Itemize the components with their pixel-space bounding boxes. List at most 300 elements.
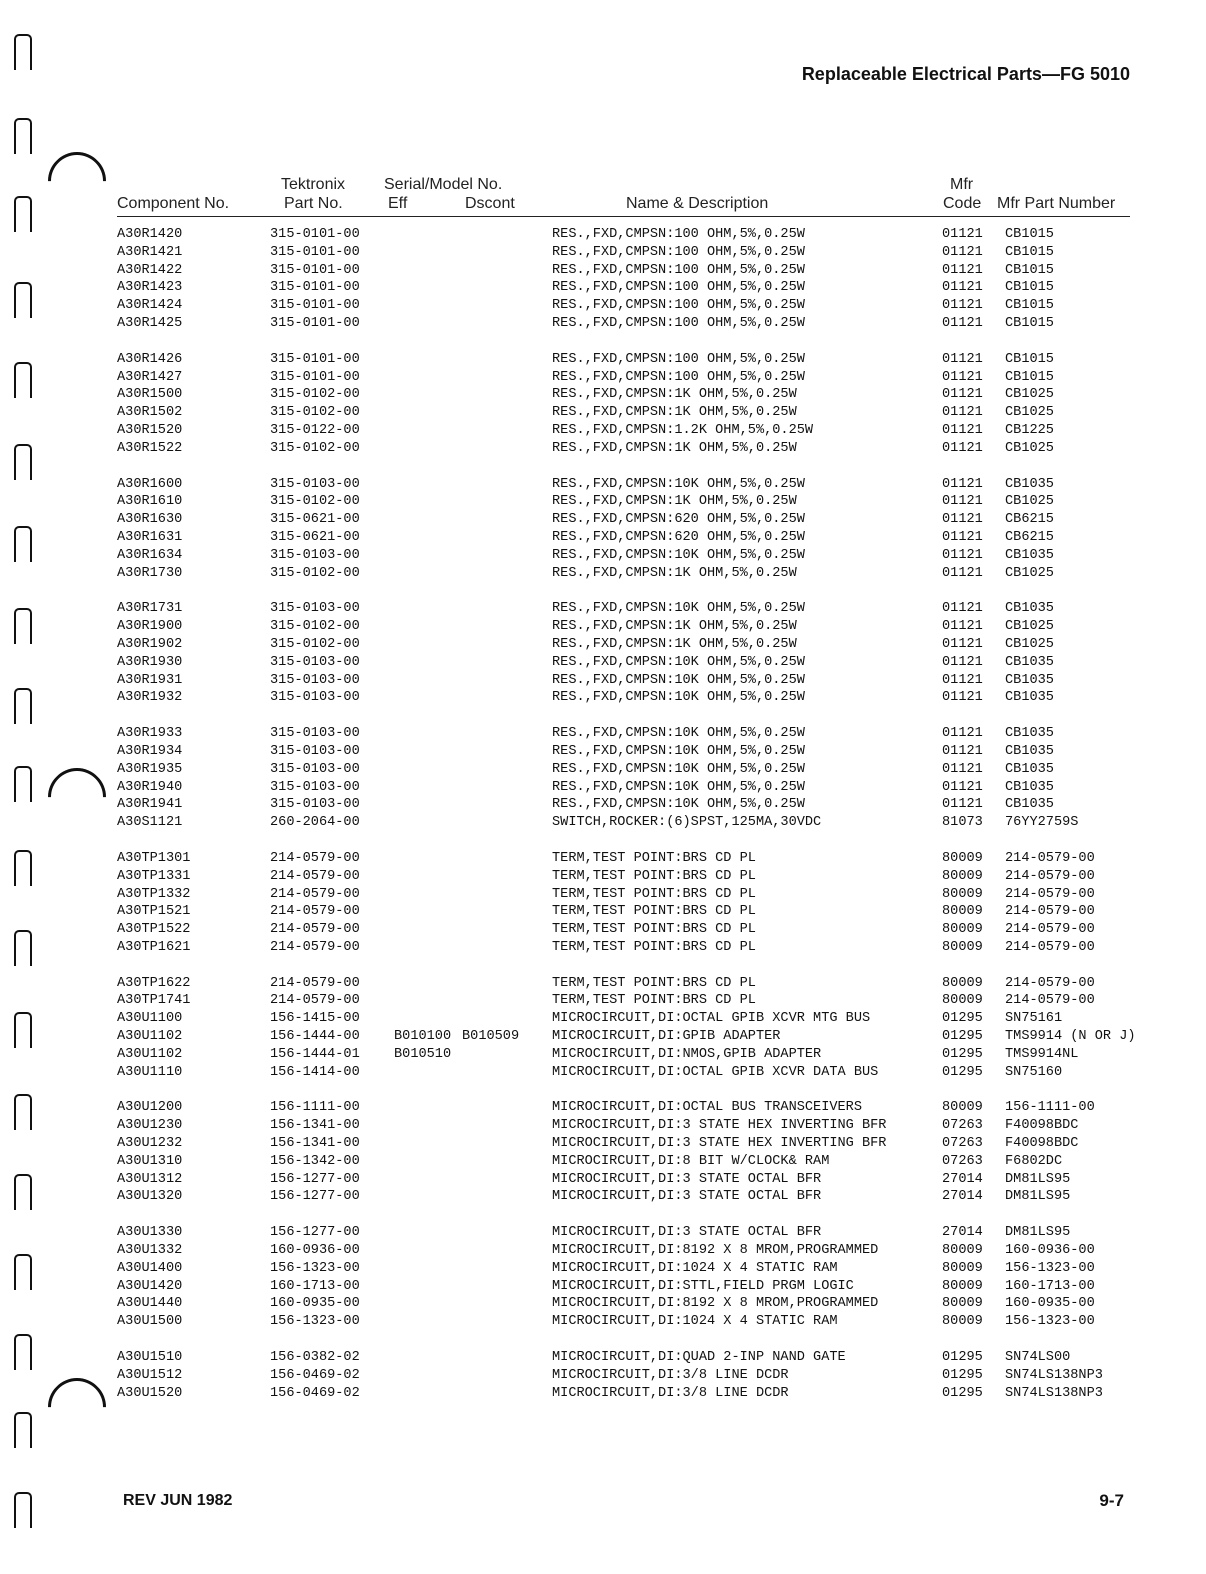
- name-description: SWITCH,ROCKER:(6)SPST,125MA,30VDC: [552, 815, 822, 831]
- tektronix-part-no: 315-0102-00: [270, 619, 360, 635]
- mfr-code: 01295: [942, 1064, 983, 1080]
- table-row: [0, 226, 1206, 244]
- component-no: A30U1510: [117, 1350, 183, 1366]
- component-no: A30U1100: [117, 1011, 183, 1027]
- mfr-code: 80009: [942, 939, 983, 955]
- name-description: MICROCIRCUIT,DI:3/8 LINE DCDR: [552, 1385, 789, 1401]
- mfr-part-number: 214-0579-00: [1005, 886, 1095, 902]
- mfr-code: 01121: [942, 440, 983, 456]
- mfr-part-number: CB1035: [1005, 601, 1054, 617]
- tektronix-part-no: 156-1277-00: [270, 1189, 360, 1205]
- component-no: A30R1610: [117, 494, 183, 510]
- table-row: [0, 1171, 1206, 1189]
- table-row: [0, 529, 1206, 547]
- tektronix-part-no: 156-1277-00: [270, 1171, 360, 1187]
- component-no: A30TP1521: [117, 904, 191, 920]
- serial-eff: B010510: [394, 1046, 452, 1062]
- table-row: [0, 618, 1206, 636]
- name-description: MICROCIRCUIT,DI:1024 X 4 STATIC RAM: [552, 1314, 838, 1330]
- name-description: MICROCIRCUIT,DI:OCTAL GPIB XCVR MTG BUS: [552, 1011, 871, 1027]
- tektronix-part-no: 156-0382-02: [270, 1350, 360, 1366]
- tektronix-part-no: 315-0103-00: [270, 672, 360, 688]
- mfr-code: 01295: [942, 1350, 983, 1366]
- table-row: [0, 672, 1206, 690]
- row-group: [0, 351, 1206, 458]
- name-description: MICROCIRCUIT,DI:GPIB ADAPTER: [552, 1029, 781, 1045]
- binder-mark: [14, 1492, 30, 1532]
- mfr-code: 01121: [942, 529, 983, 545]
- page-number: 9-7: [1099, 1491, 1124, 1510]
- table-row: [0, 1135, 1206, 1153]
- component-no: A30U1512: [117, 1367, 183, 1383]
- name-description: RES.,FXD,CMPSN:10K OHM,5%,0.25W: [552, 743, 805, 759]
- mfr-part-number: 156-1111-00: [1005, 1100, 1095, 1116]
- mfr-code: 80009: [942, 868, 983, 884]
- name-description: RES.,FXD,CMPSN:1.2K OHM,5%,0.25W: [552, 422, 814, 438]
- row-group: [0, 975, 1206, 1082]
- name-description: TERM,TEST POINT:BRS CD PL: [552, 922, 756, 938]
- mfr-part-number: CB1035: [1005, 761, 1054, 777]
- page-header-title: Replaceable Electrical Parts—FG 5010: [801, 64, 1130, 84]
- tektronix-part-no: 156-1111-00: [270, 1100, 360, 1116]
- col-serial-model: Serial/Model No.: [384, 176, 503, 193]
- table-row: [0, 814, 1206, 832]
- mfr-part-number: SN74LS00: [1005, 1350, 1071, 1366]
- mfr-part-number: 156-1323-00: [1005, 1260, 1095, 1276]
- mfr-part-number: CB1035: [1005, 672, 1054, 688]
- row-group: [0, 226, 1206, 333]
- mfr-part-number: CB6215: [1005, 529, 1054, 545]
- name-description: MICROCIRCUIT,DI:8 BIT W/CLOCK& RAM: [552, 1153, 830, 1169]
- tektronix-part-no: 315-0621-00: [270, 529, 360, 545]
- tektronix-part-no: 315-0102-00: [270, 636, 360, 652]
- name-description: MICROCIRCUIT,DI:OCTAL GPIB XCVR DATA BUS: [552, 1064, 879, 1080]
- table-row: [0, 476, 1206, 494]
- mfr-part-number: 214-0579-00: [1005, 993, 1095, 1009]
- mfr-part-number: CB1035: [1005, 797, 1054, 813]
- mfr-part-number: CB1015: [1005, 280, 1054, 296]
- mfr-code: 07263: [942, 1136, 983, 1152]
- mfr-code: 01121: [942, 476, 983, 492]
- component-no: A30U1420: [117, 1278, 183, 1294]
- name-description: RES.,FXD,CMPSN:1K OHM,5%,0.25W: [552, 405, 797, 421]
- name-description: MICROCIRCUIT,DI:3 STATE OCTAL BFR: [552, 1225, 822, 1241]
- tektronix-part-no: 156-1415-00: [270, 1011, 360, 1027]
- table-row: [0, 636, 1206, 654]
- col-tektronix-top: Tektronix: [281, 176, 346, 193]
- component-no: A30U1232: [117, 1136, 183, 1152]
- component-no: A30R1935: [117, 761, 183, 777]
- table-row: [0, 743, 1206, 761]
- tektronix-part-no: 214-0579-00: [270, 939, 360, 955]
- tektronix-part-no: 214-0579-00: [270, 850, 360, 866]
- mfr-part-number: CB6215: [1005, 512, 1054, 528]
- mfr-part-number: 156-1323-00: [1005, 1314, 1095, 1330]
- name-description: TERM,TEST POINT:BRS CD PL: [552, 993, 756, 1009]
- tektronix-part-no: 315-0103-00: [270, 726, 360, 742]
- component-no: A30U1312: [117, 1171, 183, 1187]
- tektronix-part-no: 315-0101-00: [270, 298, 360, 314]
- mfr-code: 07263: [942, 1118, 983, 1134]
- mfr-part-number: CB1015: [1005, 262, 1054, 278]
- mfr-code: 80009: [942, 1296, 983, 1312]
- tektronix-part-no: 214-0579-00: [270, 922, 360, 938]
- tektronix-part-no: 214-0579-00: [270, 904, 360, 920]
- name-description: MICROCIRCUIT,DI:OCTAL BUS TRANSCEIVERS: [552, 1100, 862, 1116]
- mfr-code: 27014: [942, 1171, 983, 1187]
- revision-date: REV JUN 1982: [123, 1492, 233, 1509]
- col-dscont: Dscont: [465, 195, 515, 212]
- component-no: A30U1102: [117, 1046, 183, 1062]
- component-no: A30R1934: [117, 743, 183, 759]
- tektronix-part-no: 315-0101-00: [270, 262, 360, 278]
- mfr-part-number: CB1035: [1005, 654, 1054, 670]
- name-description: RES.,FXD,CMPSN:10K OHM,5%,0.25W: [552, 797, 805, 813]
- tektronix-part-no: 315-0101-00: [270, 244, 360, 260]
- name-description: RES.,FXD,CMPSN:620 OHM,5%,0.25W: [552, 512, 805, 528]
- table-row: [0, 1313, 1206, 1331]
- tektronix-part-no: 315-0621-00: [270, 512, 360, 528]
- component-no: A30R1933: [117, 726, 183, 742]
- name-description: RES.,FXD,CMPSN:1K OHM,5%,0.25W: [552, 565, 797, 581]
- table-row: [0, 868, 1206, 886]
- name-description: RES.,FXD,CMPSN:100 OHM,5%,0.25W: [552, 298, 805, 314]
- row-group: [0, 476, 1206, 583]
- table-row: [0, 369, 1206, 387]
- tektronix-part-no: 160-0936-00: [270, 1243, 360, 1259]
- name-description: RES.,FXD,CMPSN:100 OHM,5%,0.25W: [552, 280, 805, 296]
- mfr-code: 01121: [942, 619, 983, 635]
- mfr-part-number: CB1025: [1005, 387, 1054, 403]
- table-row: [0, 565, 1206, 583]
- table-row: [0, 779, 1206, 797]
- mfr-part-number: F40098BDC: [1005, 1118, 1079, 1134]
- mfr-code: 01121: [942, 672, 983, 688]
- table-row: [0, 1278, 1206, 1296]
- component-no: A30R1522: [117, 440, 183, 456]
- mfr-part-number: CB1015: [1005, 244, 1054, 260]
- component-no: A30R1426: [117, 351, 183, 367]
- component-no: A30R1600: [117, 476, 183, 492]
- tektronix-part-no: 315-0103-00: [270, 601, 360, 617]
- mfr-part-number: SN75161: [1005, 1011, 1063, 1027]
- table-row: [0, 725, 1206, 743]
- mfr-code: 80009: [942, 850, 983, 866]
- mfr-part-number: 160-0936-00: [1005, 1243, 1095, 1259]
- component-no: A30U1110: [117, 1064, 183, 1080]
- mfr-code: 01121: [942, 690, 983, 706]
- mfr-code: 01121: [942, 779, 983, 795]
- table-row: [0, 600, 1206, 618]
- table-row: [0, 1064, 1206, 1082]
- col-tektronix-part: Part No.: [284, 195, 343, 212]
- mfr-code: 01121: [942, 636, 983, 652]
- table-row: [0, 511, 1206, 529]
- name-description: MICROCIRCUIT,DI:3 STATE HEX INVERTING BFR: [552, 1118, 887, 1134]
- component-no: A30TP1332: [117, 886, 191, 902]
- tektronix-part-no: 214-0579-00: [270, 993, 360, 1009]
- tektronix-part-no: 156-1323-00: [270, 1260, 360, 1276]
- table-row: [0, 939, 1206, 957]
- mfr-part-number: CB1035: [1005, 743, 1054, 759]
- mfr-code: 01121: [942, 601, 983, 617]
- parts-list: [0, 226, 1206, 1420]
- mfr-code: 01121: [942, 547, 983, 563]
- name-description: RES.,FXD,CMPSN:10K OHM,5%,0.25W: [552, 654, 805, 670]
- component-no: A30R1425: [117, 315, 183, 331]
- name-description: RES.,FXD,CMPSN:10K OHM,5%,0.25W: [552, 601, 805, 617]
- mfr-code: 01295: [942, 1029, 983, 1045]
- component-no: A30R1940: [117, 779, 183, 795]
- table-row: [0, 1224, 1206, 1242]
- mfr-code: 80009: [942, 1314, 983, 1330]
- table-row: [0, 1099, 1206, 1117]
- mfr-code: 01295: [942, 1385, 983, 1401]
- table-row: [0, 1117, 1206, 1135]
- mfr-part-number: CB1025: [1005, 619, 1054, 635]
- binder-mark: [14, 118, 30, 158]
- mfr-part-number: DM81LS95: [1005, 1171, 1071, 1187]
- component-no: A30R1421: [117, 244, 183, 260]
- mfr-code: 01121: [942, 315, 983, 331]
- mfr-code: 01121: [942, 761, 983, 777]
- name-description: MICROCIRCUIT,DI:NMOS,GPIB ADAPTER: [552, 1046, 822, 1062]
- mfr-code: 80009: [942, 1100, 983, 1116]
- component-no: A30U1310: [117, 1153, 183, 1169]
- table-row: [0, 886, 1206, 904]
- mfr-code: 01121: [942, 405, 983, 421]
- table-row: [0, 1349, 1206, 1367]
- table-row: [0, 315, 1206, 333]
- name-description: TERM,TEST POINT:BRS CD PL: [552, 975, 756, 991]
- tektronix-part-no: 156-1341-00: [270, 1136, 360, 1152]
- name-description: RES.,FXD,CMPSN:100 OHM,5%,0.25W: [552, 244, 805, 260]
- mfr-part-number: CB1015: [1005, 351, 1054, 367]
- component-no: A30U1320: [117, 1189, 183, 1205]
- mfr-code: 80009: [942, 975, 983, 991]
- mfr-part-number: F40098BDC: [1005, 1136, 1079, 1152]
- mfr-part-number: 214-0579-00: [1005, 904, 1095, 920]
- tektronix-part-no: 315-0102-00: [270, 565, 360, 581]
- name-description: RES.,FXD,CMPSN:1K OHM,5%,0.25W: [552, 440, 797, 456]
- table-row: [0, 1367, 1206, 1385]
- mfr-code: 01121: [942, 227, 983, 242]
- tektronix-part-no: 156-1444-00: [270, 1029, 360, 1045]
- mfr-code: 01121: [942, 387, 983, 403]
- mfr-code: 80009: [942, 904, 983, 920]
- name-description: RES.,FXD,CMPSN:620 OHM,5%,0.25W: [552, 529, 805, 545]
- component-no: A30R1900: [117, 619, 183, 635]
- component-no: A30R1930: [117, 654, 183, 670]
- name-description: RES.,FXD,CMPSN:10K OHM,5%,0.25W: [552, 690, 805, 706]
- mfr-part-number: CB1015: [1005, 315, 1054, 331]
- mfr-part-number: CB1015: [1005, 298, 1054, 314]
- mfr-code: 01121: [942, 422, 983, 438]
- tektronix-part-no: 315-0103-00: [270, 690, 360, 706]
- row-group: [0, 1099, 1206, 1206]
- mfr-part-number: SN74LS138NP3: [1005, 1385, 1103, 1401]
- mfr-part-number: 160-1713-00: [1005, 1278, 1095, 1294]
- table-row: [0, 761, 1206, 779]
- tektronix-part-no: 315-0102-00: [270, 387, 360, 403]
- component-no: A30U1230: [117, 1118, 183, 1134]
- mfr-part-number: 160-0935-00: [1005, 1296, 1095, 1312]
- mfr-code: 01121: [942, 262, 983, 278]
- tektronix-part-no: 315-0101-00: [270, 227, 360, 242]
- table-row: [0, 279, 1206, 297]
- table-row: [0, 1385, 1206, 1403]
- tektronix-part-no: 315-0102-00: [270, 494, 360, 510]
- mfr-code: 01295: [942, 1367, 983, 1383]
- component-no: A30U1330: [117, 1225, 183, 1241]
- tektronix-part-no: 315-0103-00: [270, 743, 360, 759]
- table-row: [0, 1260, 1206, 1278]
- table-row: [0, 1295, 1206, 1313]
- mfr-part-number: CB1025: [1005, 636, 1054, 652]
- binder-ring-arc: [36, 140, 118, 222]
- name-description: MICROCIRCUIT,DI:1024 X 4 STATIC RAM: [552, 1260, 838, 1276]
- mfr-code: 80009: [942, 993, 983, 1009]
- tektronix-part-no: 315-0103-00: [270, 797, 360, 813]
- name-description: MICROCIRCUIT,DI:QUAD 2-INP NAND GATE: [552, 1350, 846, 1366]
- name-description: RES.,FXD,CMPSN:10K OHM,5%,0.25W: [552, 547, 805, 563]
- mfr-part-number: CB1035: [1005, 547, 1054, 563]
- name-description: RES.,FXD,CMPSN:100 OHM,5%,0.25W: [552, 262, 805, 278]
- component-no: A30R1520: [117, 422, 183, 438]
- component-no: A30U1500: [117, 1314, 183, 1330]
- col-mfr-code: Code: [943, 195, 982, 212]
- table-row: [0, 903, 1206, 921]
- mfr-part-number: 76YY2759S: [1005, 815, 1079, 831]
- component-no: A30R1423: [117, 280, 183, 296]
- tektronix-part-no: 156-0469-02: [270, 1385, 360, 1401]
- component-no: A30U1102: [117, 1029, 183, 1045]
- serial-eff: B010100: [394, 1029, 452, 1045]
- tektronix-part-no: 156-1323-00: [270, 1314, 360, 1330]
- mfr-code: 01295: [942, 1011, 983, 1027]
- name-description: TERM,TEST POINT:BRS CD PL: [552, 939, 756, 955]
- mfr-part-number: 214-0579-00: [1005, 868, 1095, 884]
- name-description: RES.,FXD,CMPSN:10K OHM,5%,0.25W: [552, 779, 805, 795]
- mfr-code: 07263: [942, 1153, 983, 1169]
- tektronix-part-no: 315-0101-00: [270, 351, 360, 367]
- tektronix-part-no: 214-0579-00: [270, 886, 360, 902]
- mfr-part-number: TMS9914 (N OR J): [1005, 1029, 1136, 1045]
- component-no: A30R1502: [117, 405, 183, 421]
- name-description: MICROCIRCUIT,DI:3 STATE HEX INVERTING BFR: [552, 1136, 887, 1152]
- component-no: A30R1931: [117, 672, 183, 688]
- tektronix-part-no: 260-2064-00: [270, 815, 360, 831]
- mfr-part-number: TMS9914NL: [1005, 1046, 1079, 1062]
- name-description: TERM,TEST POINT:BRS CD PL: [552, 868, 756, 884]
- component-no: A30U1400: [117, 1260, 183, 1276]
- table-row: [0, 1010, 1206, 1028]
- name-description: RES.,FXD,CMPSN:1K OHM,5%,0.25W: [552, 636, 797, 652]
- mfr-code: 01121: [942, 565, 983, 581]
- table-row: [0, 1153, 1206, 1171]
- name-description: RES.,FXD,CMPSN:1K OHM,5%,0.25W: [552, 387, 797, 403]
- tektronix-part-no: 214-0579-00: [270, 868, 360, 884]
- mfr-code: 01121: [942, 512, 983, 528]
- name-description: RES.,FXD,CMPSN:100 OHM,5%,0.25W: [552, 315, 805, 331]
- mfr-part-number: F6802DC: [1005, 1153, 1063, 1169]
- component-no: A30R1630: [117, 512, 183, 528]
- component-no: A30R1500: [117, 387, 183, 403]
- component-no: A30R1731: [117, 601, 183, 617]
- component-no: A30U1332: [117, 1243, 183, 1259]
- row-group: [0, 600, 1206, 707]
- component-no: A30R1422: [117, 262, 183, 278]
- name-description: MICROCIRCUIT,DI:3/8 LINE DCDR: [552, 1367, 789, 1383]
- mfr-code: 01121: [942, 280, 983, 296]
- mfr-code: 01121: [942, 369, 983, 385]
- col-name-description: Name & Description: [626, 195, 769, 212]
- mfr-part-number: 214-0579-00: [1005, 922, 1095, 938]
- component-no: A30R1932: [117, 690, 183, 706]
- component-no: A30TP1301: [117, 850, 191, 866]
- mfr-code: 01121: [942, 244, 983, 260]
- tektronix-part-no: 156-1277-00: [270, 1225, 360, 1241]
- name-description: RES.,FXD,CMPSN:10K OHM,5%,0.25W: [552, 761, 805, 777]
- tektronix-part-no: 156-0469-02: [270, 1367, 360, 1383]
- tektronix-part-no: 315-0101-00: [270, 315, 360, 331]
- table-row: [0, 422, 1206, 440]
- tektronix-part-no: 315-0101-00: [270, 280, 360, 296]
- component-no: A30U1440: [117, 1296, 183, 1312]
- header-rule: [117, 216, 1130, 217]
- name-description: RES.,FXD,CMPSN:100 OHM,5%,0.25W: [552, 369, 805, 385]
- component-no: A30R1631: [117, 529, 183, 545]
- name-description: TERM,TEST POINT:BRS CD PL: [552, 886, 756, 902]
- table-row: [0, 351, 1206, 369]
- table-row: [0, 975, 1206, 993]
- table-row: [0, 796, 1206, 814]
- mfr-part-number: DM81LS95: [1005, 1189, 1071, 1205]
- component-no: A30R1634: [117, 547, 183, 563]
- mfr-part-number: CB1225: [1005, 422, 1054, 438]
- col-mfr-top: Mfr: [950, 176, 974, 193]
- row-group: [0, 1224, 1206, 1331]
- name-description: RES.,FXD,CMPSN:10K OHM,5%,0.25W: [552, 672, 805, 688]
- table-row: [0, 244, 1206, 262]
- col-mfr-part-number: Mfr Part Number: [997, 195, 1116, 212]
- tektronix-part-no: 315-0103-00: [270, 761, 360, 777]
- name-description: TERM,TEST POINT:BRS CD PL: [552, 850, 756, 866]
- component-no: A30TP1741: [117, 993, 191, 1009]
- table-row: [0, 493, 1206, 511]
- mfr-part-number: DM81LS95: [1005, 1225, 1071, 1241]
- component-no: A30S1121: [117, 815, 183, 831]
- component-no: A30R1427: [117, 369, 183, 385]
- tektronix-part-no: 156-1444-01: [270, 1046, 360, 1062]
- mfr-part-number: 214-0579-00: [1005, 975, 1095, 991]
- mfr-code: 01121: [942, 351, 983, 367]
- table-row: [0, 262, 1206, 280]
- tektronix-part-no: 315-0102-00: [270, 405, 360, 421]
- table-row: [0, 386, 1206, 404]
- tektronix-part-no: 315-0102-00: [270, 440, 360, 456]
- tektronix-part-no: 160-0935-00: [270, 1296, 360, 1312]
- tektronix-part-no: 315-0103-00: [270, 654, 360, 670]
- col-eff: Eff: [388, 195, 408, 212]
- mfr-code: 01121: [942, 797, 983, 813]
- mfr-part-number: CB1025: [1005, 565, 1054, 581]
- tektronix-part-no: 315-0122-00: [270, 422, 360, 438]
- table-row: [0, 547, 1206, 565]
- component-no: A30TP1622: [117, 975, 191, 991]
- mfr-code: 01121: [942, 743, 983, 759]
- component-no: A30TP1331: [117, 868, 191, 884]
